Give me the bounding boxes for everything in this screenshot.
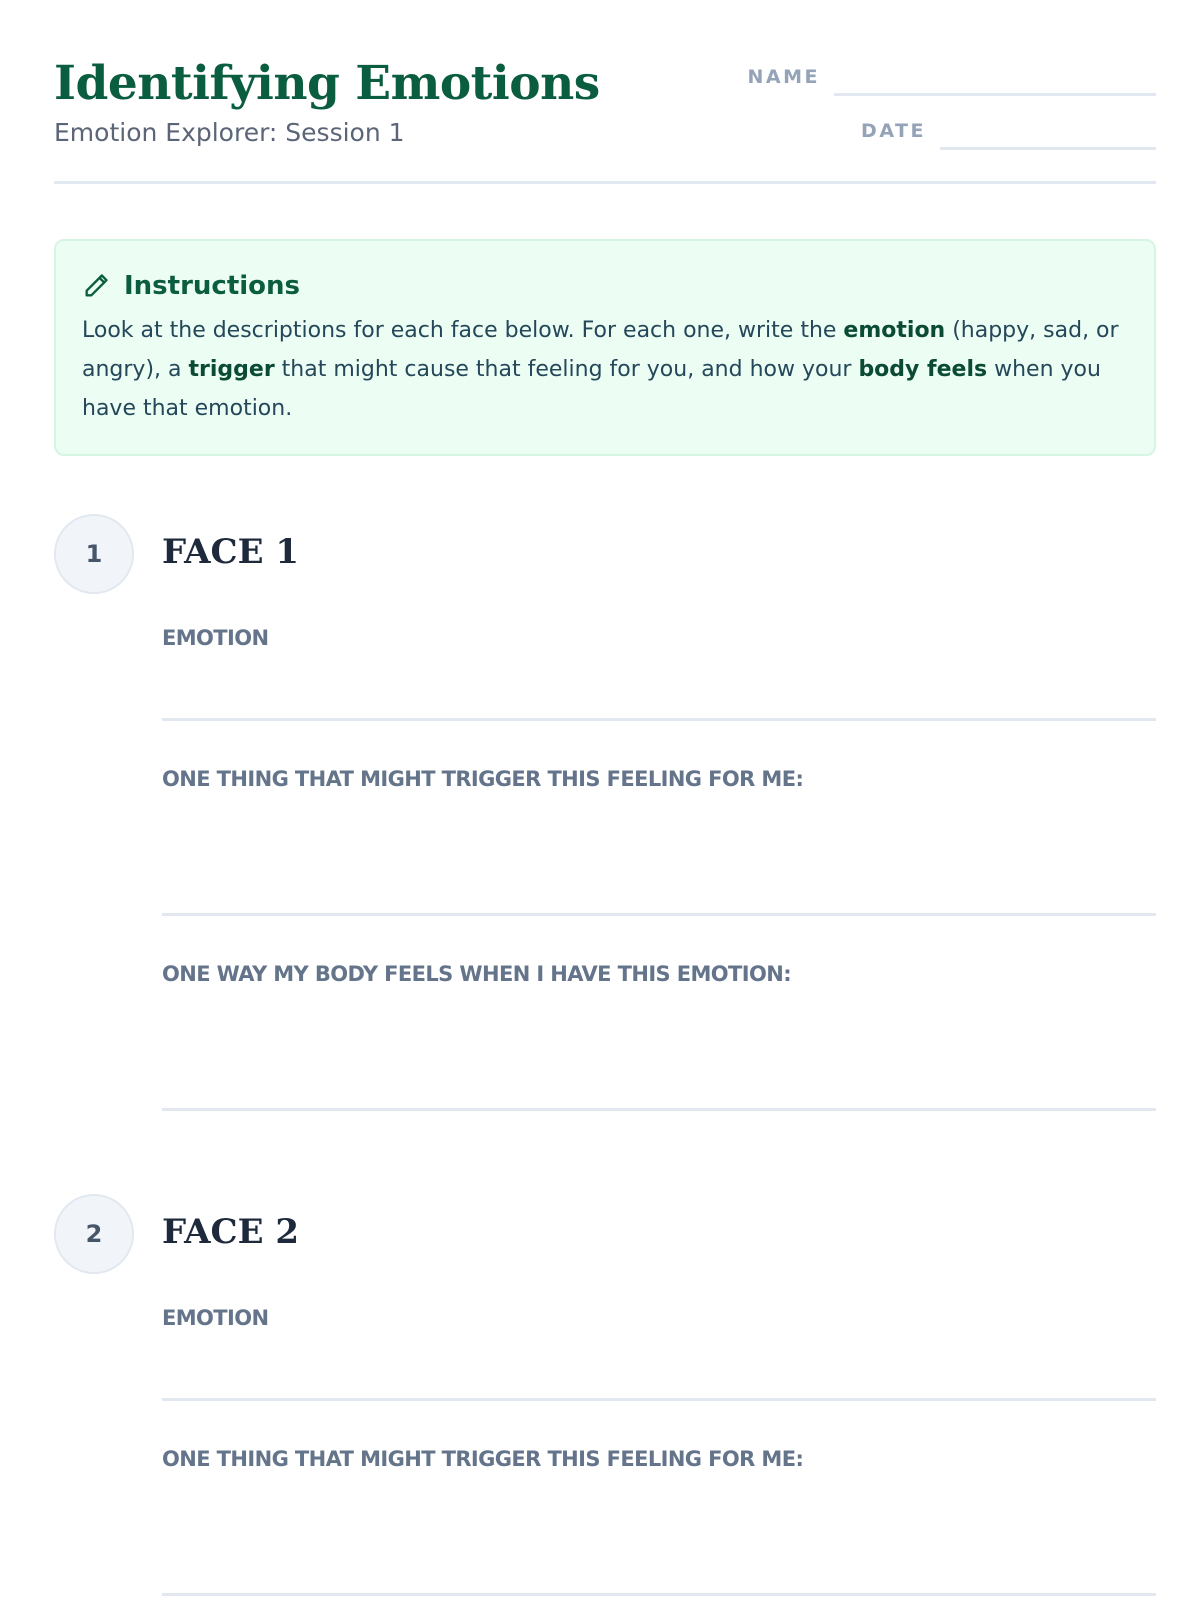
instructions-text-part: that might cause that feeling for you, and how your [274, 357, 859, 382]
pencil-icon [82, 272, 110, 300]
instructions-text [82, 311, 1132, 428]
body-feeling-label: ONE WAY MY BODY FEELS WHEN I HAVE THIS EMOTION: [162, 962, 792, 986]
worksheet-header [54, 52, 1156, 184]
instructions-emphasis-body-feels: body feels [858, 357, 988, 382]
instructions-text-part: Look at the descriptions for each face below. For each one, write the [82, 318, 844, 343]
trigger-field[interactable] [162, 767, 1156, 916]
page-title: Identifying Emotions [54, 56, 600, 111]
name-field[interactable] [834, 64, 1156, 96]
emotion-field[interactable] [162, 1306, 1156, 1401]
emotion-label: EMOTION [162, 626, 269, 650]
page-subtitle: Emotion Explorer: Session 1 [54, 118, 405, 147]
name-label: NAME [747, 66, 820, 88]
instructions-emphasis-emotion: emotion [843, 318, 946, 343]
face-title: FACE 1 [162, 532, 299, 572]
instructions-box [54, 239, 1156, 456]
emotion-label: EMOTION [162, 1306, 269, 1330]
date-label: DATE [861, 120, 926, 142]
instructions-heading [82, 267, 1128, 305]
instructions-text-part: when you have that emotion. [82, 357, 1101, 421]
face-title: FACE 2 [162, 1212, 299, 1252]
section-number-badge: 1 [54, 514, 134, 594]
instructions-emphasis-trigger: trigger [188, 357, 275, 382]
trigger-label: ONE THING THAT MIGHT TRIGGER THIS FEELING FOR ME: [162, 1447, 804, 1471]
face-section-2 [54, 1194, 1156, 1600]
instructions-title: Instructions [124, 271, 301, 301]
date-row [861, 118, 1156, 150]
face-section-1 [54, 514, 1156, 1114]
trigger-field[interactable] [162, 1447, 1156, 1596]
date-field[interactable] [940, 118, 1156, 150]
body-feeling-field[interactable] [162, 962, 1156, 1111]
section-number-badge: 2 [54, 1194, 134, 1274]
instructions-text-part: (happy, sad, or angry), a [82, 318, 1119, 382]
trigger-label: ONE THING THAT MIGHT TRIGGER THIS FEELING FOR ME: [162, 767, 804, 791]
name-row [748, 64, 1157, 96]
worksheet-page [54, 0, 1156, 1600]
emotion-field[interactable] [162, 626, 1156, 721]
